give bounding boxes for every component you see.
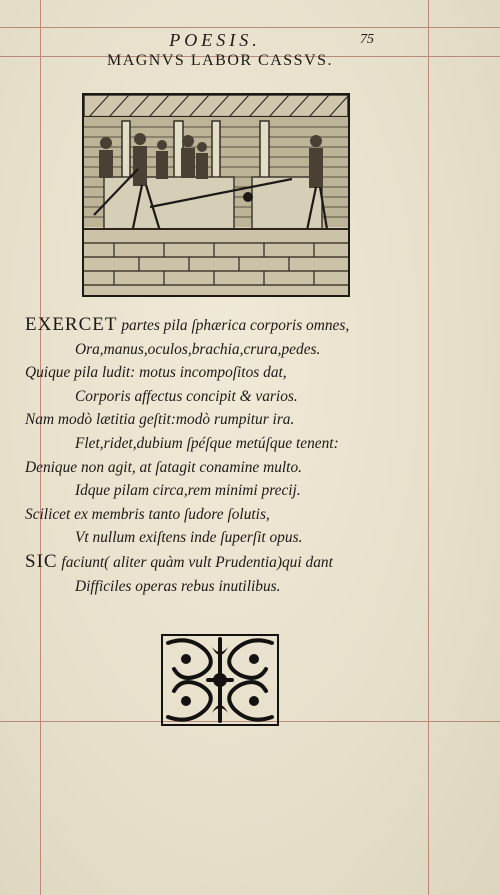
poem-line-5: Nam modò lætitia geſtit:modò rumpitur ira.: [25, 411, 295, 429]
poem-line-9: Scilicet ex membris tanto ſudore ſolutis,: [25, 505, 270, 523]
poem-line-12: Difficiles operas rebus inutilibus.: [75, 577, 281, 595]
vertical-rule-right: [428, 0, 429, 895]
poem-line-7: Denique non agit, at ſatagit conamine multo.: [25, 458, 303, 476]
poem-line-11: SIC faciunt( aliter quàm vult Prudentia)qui dant: [25, 550, 333, 572]
printers-ornament-icon: [160, 633, 280, 727]
horizontal-rule-top: [0, 27, 500, 28]
poem-line-4: Corporis affectus concipit & varios.: [75, 387, 298, 405]
poem-line-2: Ora,manus,oculos,brachia,crura,pedes.: [75, 340, 321, 358]
poem-line-6: Flet,ridet,dubium ſpéſque metúſque tenent:: [75, 434, 339, 452]
woodcut-illustration: [82, 93, 350, 297]
emblem-motto: MAGNVS LABOR CASSVS.: [106, 52, 334, 69]
poem-line-1: EXERCET partes pila ſphærica corporis omnes,: [25, 314, 350, 335]
page-number: 75: [360, 32, 374, 47]
running-head: POESIS.: [169, 30, 261, 50]
poem-line-3: Quique pila ludit: motus incompoſitos dat,: [25, 364, 287, 382]
poem-line-8: Idque pilam circa,rem minimi precij.: [75, 482, 301, 500]
poem-line-10: Vt nullum exiſtens inde ſuperſit opus.: [75, 529, 303, 547]
poem-text: [25, 313, 405, 598]
